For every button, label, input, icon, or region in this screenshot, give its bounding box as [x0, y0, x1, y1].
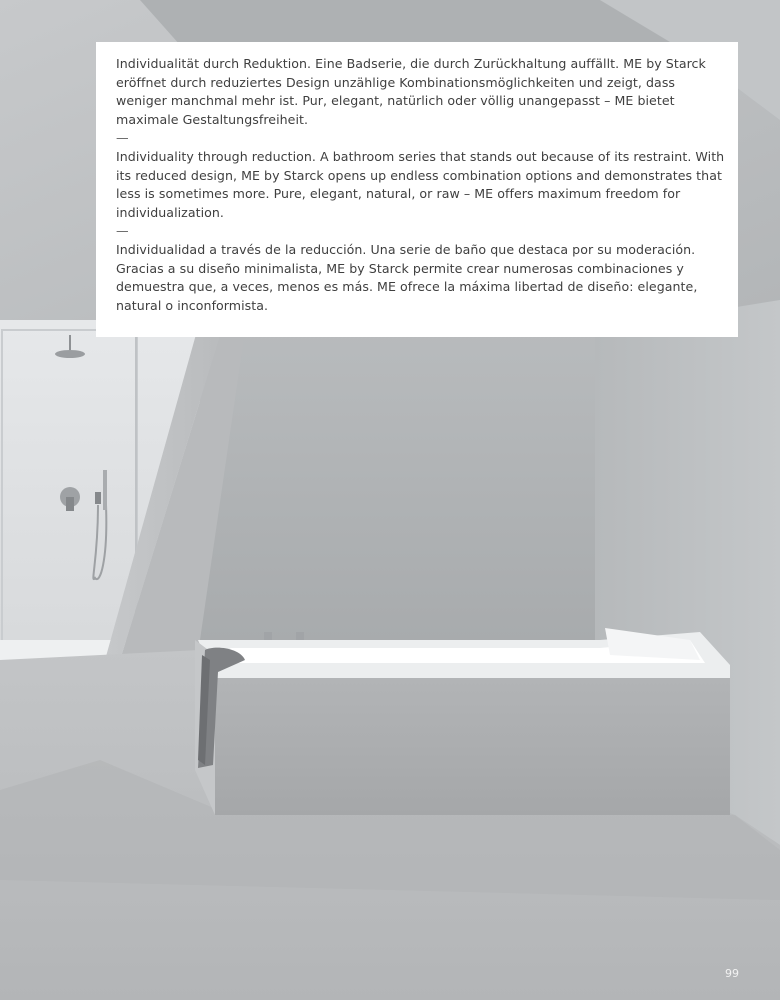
language-separator: — [116, 223, 129, 239]
description-english: Individuality through reduction. A bathroom series that stands out because of its restraint. With its reduced design, ME by Starck opens up endless combination options and demonstrates that less is sometimes more. Pure, elegant, natural, or raw – ME offers maximum freedom for individualization. [116, 148, 725, 220]
tub-panel [215, 678, 730, 815]
tub-faucet-right [296, 632, 304, 640]
description-spanish: Individualidad a través de la reducción. Una serie de baño que destaca por su moderación. Gracias a su diseño minimalista, ME by Starck permite crear numerosas combinaciones y demuestra que, a veces, menos es más. ME ofrece la máxima libertad de diseño: elegante, natural o inconformista. [116, 241, 698, 313]
bathtub [195, 628, 730, 815]
language-separator: — [116, 130, 129, 146]
tub-faucet-left [264, 632, 272, 640]
page-number: 99 [725, 967, 739, 980]
description-german: Individualität durch Reduktion. Eine Badserie, die durch Zurückhaltung auffällt. ME by Starck eröffnet durch reduziertes Design unzählige Kombinationsmöglichkeiten und zeigt, dass weniger manchmal mehr ist. Pur, elegant, natürlich oder völlig unangepasst – ME bietet maximale Gestaltungsfreiheit. [116, 56, 706, 127]
description-panel [96, 42, 738, 337]
